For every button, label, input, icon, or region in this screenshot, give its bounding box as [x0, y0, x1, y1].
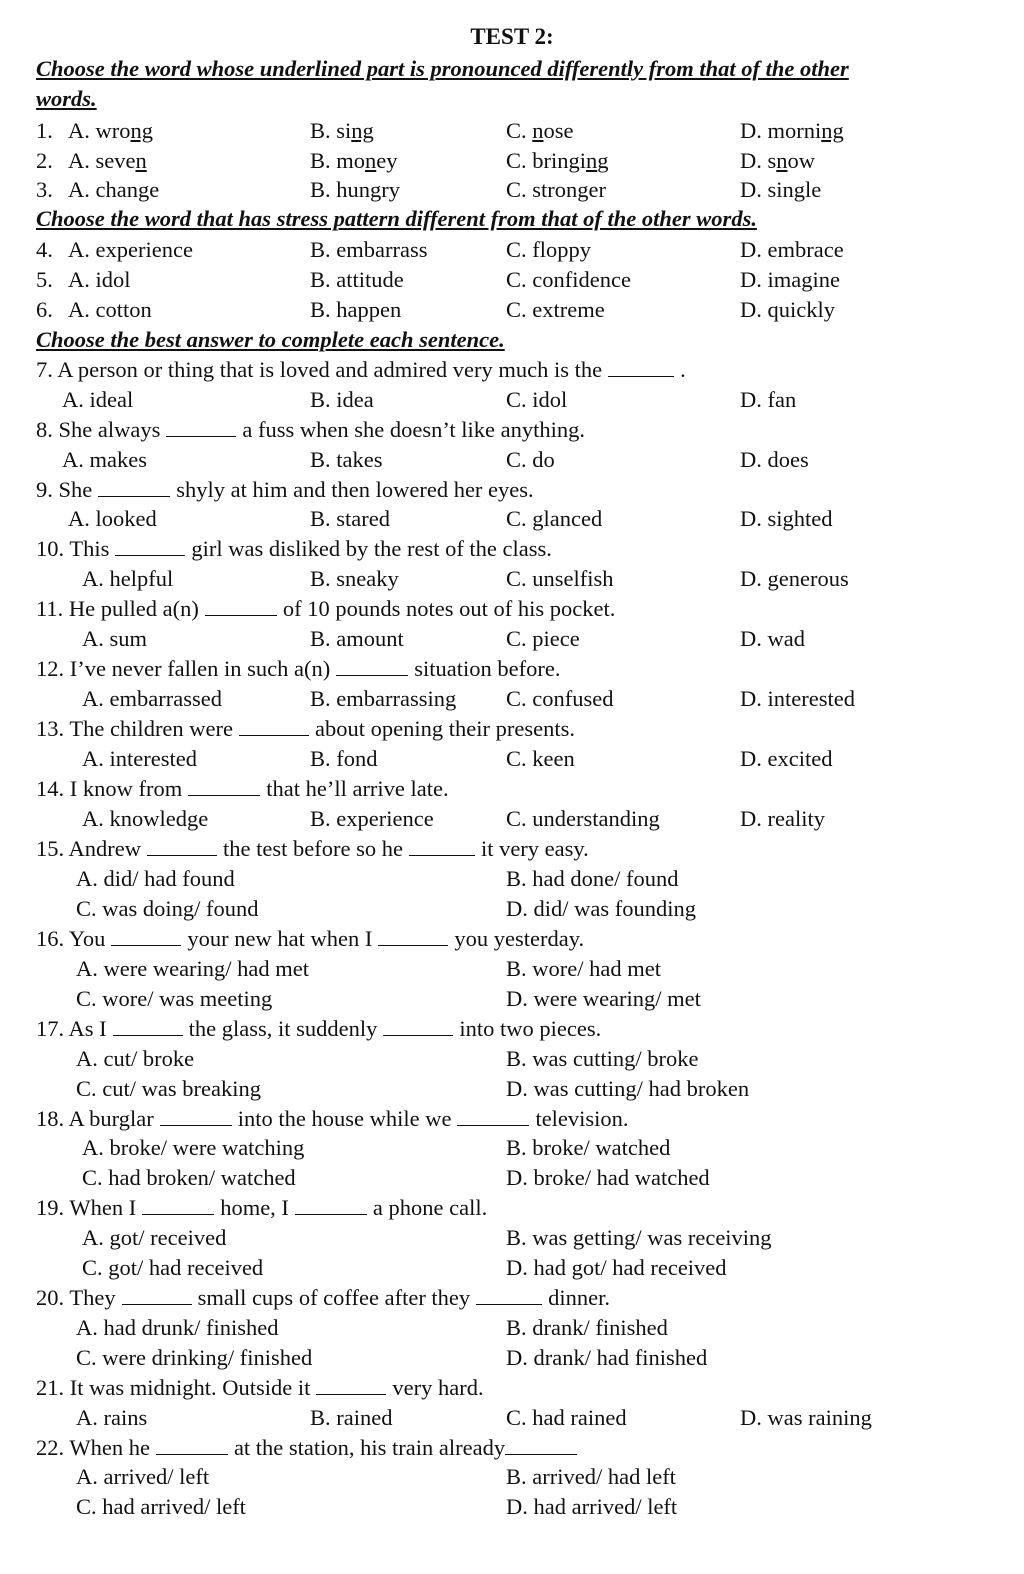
option-a[interactable]: A. sum: [82, 626, 148, 651]
option-d[interactable]: D. generous: [740, 566, 849, 591]
question-8-stem: 8. She always a fuss when she doesn’t like anything.: [36, 417, 586, 442]
option-a[interactable]: A. experience: [68, 237, 193, 262]
option-a[interactable]: A. did/ had found: [76, 866, 235, 891]
question-19-options: [0, 1223, 1024, 1253]
option-b[interactable]: B. money: [310, 148, 398, 173]
option-a[interactable]: A. seven: [68, 148, 147, 173]
section-header-pronunciation: Choose the word whose underlined part is pronounced differently from that of the other: [36, 56, 849, 81]
option-b[interactable]: B. idea: [310, 387, 374, 412]
question-2: [0, 146, 1024, 176]
option-b[interactable]: B. amount: [310, 626, 404, 651]
answer-blank[interactable]: [160, 1105, 232, 1126]
option-a[interactable]: A. idol: [68, 267, 131, 292]
question-20-stem: 20. They small cups of coffee after they dinner.: [36, 1285, 611, 1310]
section-header-best-answer: Choose the best answer to complete each sentence.: [36, 327, 505, 352]
option-b[interactable]: B. had done/ found: [506, 866, 679, 891]
answer-blank[interactable]: [505, 1434, 577, 1455]
option-d[interactable]: D. imagine: [740, 267, 840, 292]
question-7-options: [0, 385, 1024, 415]
answer-blank[interactable]: [113, 1015, 183, 1036]
option-b[interactable]: B. rained: [310, 1405, 393, 1430]
option-d[interactable]: D. sighted: [740, 506, 833, 531]
option-a[interactable]: A. were wearing/ had met: [76, 956, 310, 981]
question-number: 3.: [36, 177, 53, 202]
option-a[interactable]: A. arrived/ left: [76, 1464, 210, 1489]
answer-blank[interactable]: [98, 476, 170, 497]
option-b[interactable]: B. embarrass: [310, 237, 428, 262]
question-19-options-2: [0, 1253, 1024, 1283]
option-a[interactable]: A. had drunk/ finished: [76, 1315, 279, 1340]
question-21-options: [0, 1403, 1024, 1433]
answer-blank[interactable]: [316, 1374, 386, 1395]
question-20-options: [0, 1313, 1024, 1343]
answer-blank[interactable]: [409, 835, 475, 856]
option-c[interactable]: C. confidence: [506, 267, 631, 292]
answer-blank[interactable]: [115, 535, 185, 556]
section-header-pronunciation-cont: words.: [36, 86, 97, 111]
option-b[interactable]: B. was cutting/ broke: [506, 1046, 699, 1071]
question-22-options-2: [0, 1492, 1024, 1522]
option-c[interactable]: C. cut/ was breaking: [76, 1076, 261, 1101]
option-a[interactable]: A. wrong: [68, 118, 153, 143]
option-c[interactable]: C. had arrived/ left: [76, 1494, 246, 1519]
question-11-options: [0, 624, 1024, 654]
answer-blank[interactable]: [336, 655, 408, 676]
option-a[interactable]: A. makes: [62, 447, 147, 472]
question-6: [0, 295, 1024, 325]
question-10-options: [0, 564, 1024, 594]
question-13-stem: 13. The children were about opening their presents.: [36, 716, 575, 741]
question-22-options: [0, 1462, 1024, 1492]
option-c[interactable]: C. keen: [506, 746, 575, 771]
option-d[interactable]: D. was raining: [740, 1405, 872, 1430]
option-a[interactable]: A. ideal: [62, 387, 134, 412]
question-22-stem: 22. When he at the station, his train already: [36, 1433, 583, 1463]
question-20-options-2: [0, 1343, 1024, 1373]
option-a[interactable]: A. helpful: [82, 566, 174, 591]
option-b[interactable]: B. wore/ had met: [506, 956, 661, 981]
answer-blank[interactable]: [383, 1015, 453, 1036]
question-number: 5.: [36, 267, 53, 292]
question-8-options: [0, 445, 1024, 475]
question-18-options: [0, 1133, 1024, 1163]
option-b[interactable]: B. sing: [310, 118, 374, 143]
question-3: [0, 175, 1024, 205]
option-b[interactable]: B. stared: [310, 506, 390, 531]
question-16-stem: 16. You your new hat when I you yesterday.: [36, 926, 585, 951]
question-12-options: [0, 684, 1024, 714]
option-c[interactable]: C. got/ had received: [82, 1255, 264, 1280]
answer-blank[interactable]: [239, 715, 309, 736]
option-d[interactable]: D. morning: [740, 118, 844, 143]
option-d[interactable]: D. excited: [740, 746, 833, 771]
question-17-stem: 17. As I the glass, it suddenly into two pieces.: [36, 1016, 602, 1041]
question-19-stem: 19. When I home, I a phone call.: [36, 1195, 488, 1220]
option-d[interactable]: D. fan: [740, 387, 797, 412]
answer-blank[interactable]: [111, 925, 181, 946]
option-c[interactable]: C. unselfish: [506, 566, 614, 591]
question-12-stem: 12. I’ve never fallen in such a(n) situation before.: [36, 656, 561, 681]
question-10-stem: 10. This girl was disliked by the rest of the class.: [36, 536, 552, 561]
answer-blank[interactable]: [156, 1434, 228, 1455]
option-a[interactable]: A. interested: [82, 746, 197, 771]
answer-blank[interactable]: [142, 1194, 214, 1215]
option-b[interactable]: B. sneaky: [310, 566, 399, 591]
option-a[interactable]: A. knowledge: [82, 806, 209, 831]
question-number: 6.: [36, 297, 53, 322]
option-c[interactable]: C. bringing: [506, 148, 609, 173]
option-c[interactable]: C. idol: [506, 387, 568, 412]
question-1: [0, 116, 1024, 146]
option-d[interactable]: D. snow: [740, 148, 816, 173]
option-d[interactable]: D. quickly: [740, 297, 835, 322]
question-7-stem: 7. A person or thing that is loved and admired very much is the .: [36, 357, 686, 382]
question-16-options: [0, 954, 1024, 984]
option-d[interactable]: D. interested: [740, 686, 855, 711]
option-d[interactable]: D. had got/ had received: [506, 1255, 727, 1280]
question-18-stem: 18. A burglar into the house while we television.: [36, 1106, 629, 1131]
option-c[interactable]: C. do: [506, 447, 555, 472]
option-c[interactable]: C. extreme: [506, 297, 605, 322]
question-number: 1.: [36, 118, 53, 143]
option-b[interactable]: B. broke/ watched: [506, 1135, 671, 1160]
option-b[interactable]: B. drank/ finished: [506, 1315, 668, 1340]
page-title: TEST 2:: [470, 24, 554, 49]
option-b[interactable]: B. fond: [310, 746, 378, 771]
question-16-options-2: [0, 984, 1024, 1014]
option-b[interactable]: B. takes: [310, 447, 383, 472]
question-13-options: [0, 744, 1024, 774]
option-c[interactable]: C. was doing/ found: [76, 896, 259, 921]
question-11-stem: 11. He pulled a(n) of 10 pounds notes out of his pocket.: [36, 596, 616, 621]
option-c[interactable]: C. had broken/ watched: [82, 1165, 296, 1190]
option-a[interactable]: A. cotton: [68, 297, 152, 322]
option-b[interactable]: B. happen: [310, 297, 402, 322]
option-b[interactable]: B. embarrassing: [310, 686, 457, 711]
section-header-stress: Choose the word that has stress pattern different from that of the other words.: [36, 206, 757, 231]
answer-blank[interactable]: [295, 1194, 367, 1215]
question-5: [0, 265, 1024, 295]
answer-blank[interactable]: [205, 595, 277, 616]
question-15-options: [0, 864, 1024, 894]
question-number: 2.: [36, 148, 53, 173]
question-17-options-2: [0, 1074, 1024, 1104]
option-a[interactable]: A. got/ received: [82, 1225, 227, 1250]
option-b[interactable]: B. was getting/ was receiving: [506, 1225, 772, 1250]
option-a[interactable]: A. looked: [68, 506, 157, 531]
option-d[interactable]: D. embrace: [740, 237, 844, 262]
option-a[interactable]: A. cut/ broke: [76, 1046, 195, 1071]
answer-blank[interactable]: [476, 1284, 542, 1305]
option-b[interactable]: B. hungry: [310, 177, 400, 202]
option-c[interactable]: C. nose: [506, 118, 574, 143]
question-14-stem: 14. I know from that he’ll arrive late.: [36, 776, 449, 801]
option-d[interactable]: D. was cutting/ had broken: [506, 1076, 750, 1101]
option-c[interactable]: C. floppy: [506, 237, 592, 262]
answer-blank[interactable]: [378, 925, 448, 946]
option-c[interactable]: C. piece: [506, 626, 580, 651]
answer-blank[interactable]: [457, 1105, 529, 1126]
option-a[interactable]: A. broke/ were watching: [82, 1135, 305, 1160]
answer-blank[interactable]: [166, 416, 236, 437]
question-17-options: [0, 1044, 1024, 1074]
option-d[interactable]: D. did/ was founding: [506, 896, 696, 921]
answer-blank[interactable]: [188, 775, 260, 796]
option-a[interactable]: A. embarrassed: [82, 686, 222, 711]
option-c[interactable]: C. wore/ was meeting: [76, 986, 273, 1011]
option-c[interactable]: C. confused: [506, 686, 614, 711]
answer-blank[interactable]: [122, 1284, 192, 1305]
question-15-options-2: [0, 894, 1024, 924]
question-4: [0, 235, 1024, 265]
option-a[interactable]: A. change: [68, 177, 160, 202]
answer-blank[interactable]: [147, 835, 217, 856]
question-15-stem: 15. Andrew the test before so he it very easy.: [36, 836, 589, 861]
question-21-stem: 21. It was midnight. Outside it very hard.: [36, 1375, 484, 1400]
option-d[interactable]: D. drank/ had finished: [506, 1345, 708, 1370]
question-18-options-2: [0, 1163, 1024, 1193]
question-14-options: [0, 804, 1024, 834]
question-9-stem: 9. She shyly at him and then lowered her eyes.: [36, 477, 534, 502]
option-a[interactable]: A. rains: [76, 1405, 148, 1430]
option-b[interactable]: B. attitude: [310, 267, 404, 292]
option-d[interactable]: D. single: [740, 177, 822, 202]
option-c[interactable]: C. stronger: [506, 177, 606, 202]
option-b[interactable]: B. arrived/ had left: [506, 1464, 676, 1489]
option-c[interactable]: C. glanced: [506, 506, 603, 531]
option-c[interactable]: C. understanding: [506, 806, 660, 831]
question-number: 4.: [36, 237, 53, 262]
option-c[interactable]: C. were drinking/ finished: [76, 1345, 313, 1370]
option-d[interactable]: D. does: [740, 447, 809, 472]
option-d[interactable]: D. were wearing/ met: [506, 986, 701, 1011]
option-d[interactable]: D. reality: [740, 806, 825, 831]
option-d[interactable]: D. broke/ had watched: [506, 1165, 710, 1190]
option-c[interactable]: C. had rained: [506, 1405, 627, 1430]
option-d[interactable]: D. wad: [740, 626, 805, 651]
option-d[interactable]: D. had arrived/ left: [506, 1494, 678, 1519]
answer-blank[interactable]: [608, 356, 674, 377]
question-9-options: [0, 504, 1024, 534]
option-b[interactable]: B. experience: [310, 806, 434, 831]
